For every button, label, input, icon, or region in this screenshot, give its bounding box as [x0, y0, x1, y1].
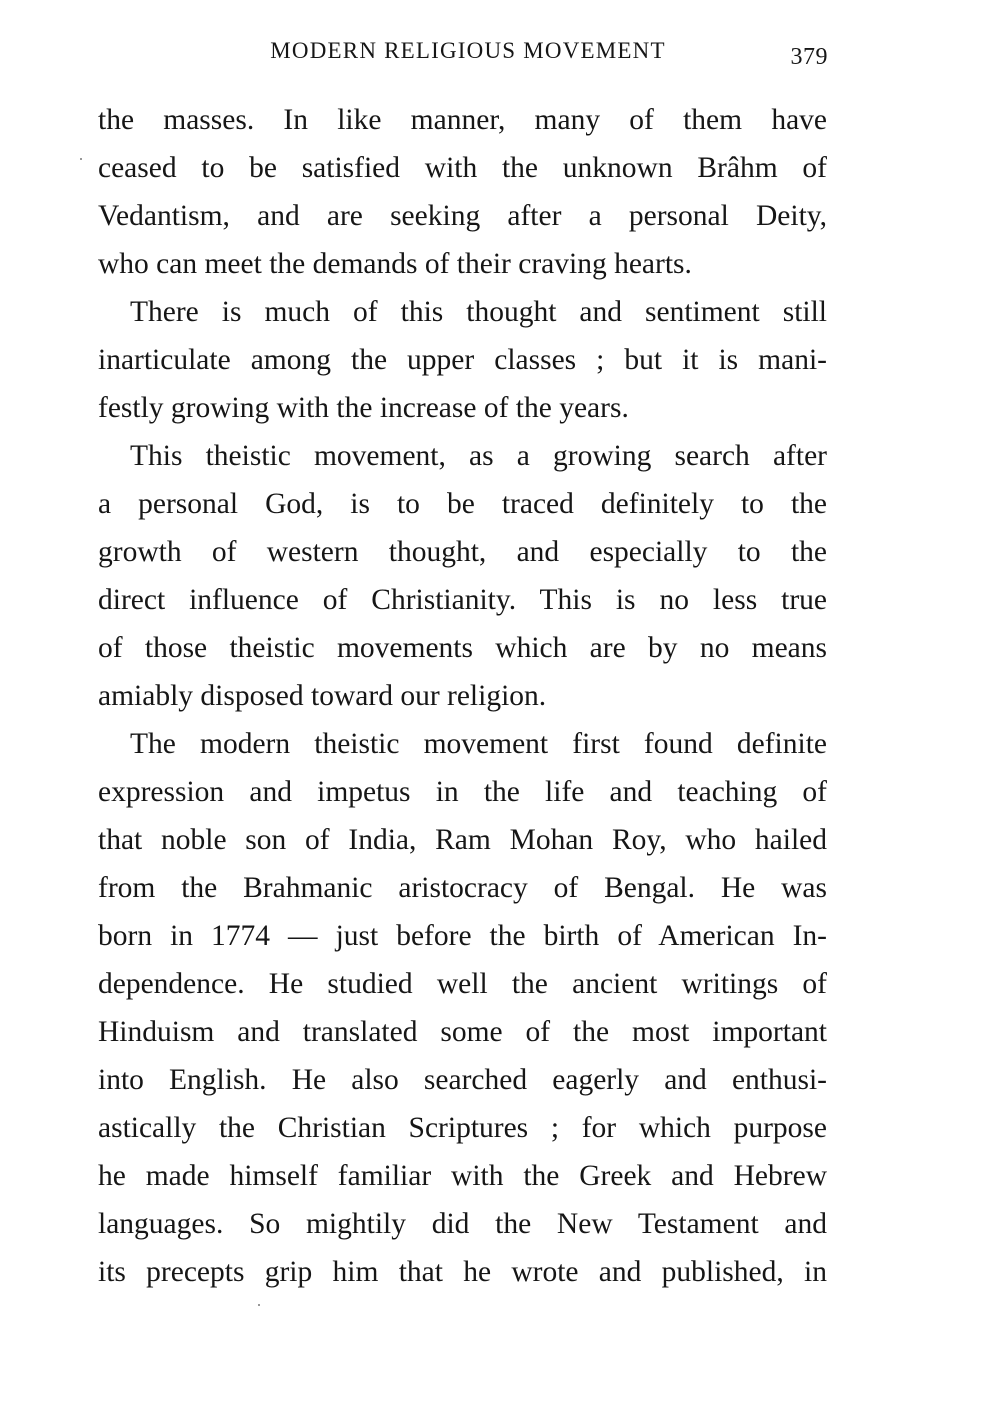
text-line: Vedantism, and are seeking after a personal Deity, — [98, 200, 827, 232]
text-line: direct influence of Christianity. This is no less true — [98, 584, 827, 616]
text-line: who can meet the demands of their craving hearts. — [98, 248, 692, 280]
text-line: languages. So mightily did the New Testament and — [98, 1208, 827, 1240]
text-line: ceased to be satisfied with the unknown Brâhm of — [98, 152, 827, 184]
text-line: from the Brahmanic aristocracy of Bengal. He was — [98, 872, 827, 904]
text-line: born in 1774 — just before the birth of American In- — [98, 920, 827, 952]
text-line: There is much of this thought and sentiment still — [130, 296, 827, 328]
text-line: into English. He also searched eagerly and enthusi- — [98, 1064, 827, 1096]
text-line: that noble son of India, Ram Mohan Roy, who hailed — [98, 824, 827, 856]
text-line: dependence. He studied well the ancient writings of — [98, 968, 827, 1000]
text-line: of those theistic movements which are by no means — [98, 632, 827, 664]
text-line: festly growing with the increase of the years. — [98, 392, 629, 424]
text-line: its precepts grip him that he wrote and published, in — [98, 1256, 827, 1288]
text-line: This theistic movement, as a growing search after — [130, 440, 827, 472]
text-line: a personal God, is to be traced definitely to the — [98, 488, 827, 520]
scan-speck — [80, 158, 82, 160]
text-line: inarticulate among the upper classes ; but it is mani- — [98, 344, 827, 376]
text-line: the masses. In like manner, many of them have — [98, 104, 827, 136]
scan-speck — [258, 1304, 260, 1306]
text-line: The modern theistic movement first found definite — [130, 728, 827, 760]
text-line: expression and impetus in the life and teaching of — [98, 776, 827, 808]
text-line: Hinduism and translated some of the most important — [98, 1016, 827, 1048]
text-line: he made himself familiar with the Greek and Hebrew — [98, 1160, 827, 1192]
text-line: astically the Christian Scriptures ; for which purpose — [98, 1112, 827, 1144]
page-number: 379 — [790, 44, 828, 70]
text-line: amiably disposed toward our religion. — [98, 680, 547, 712]
running-head — [98, 38, 828, 72]
text-line: growth of western thought, and especially to the — [98, 536, 827, 568]
running-title: MODERN RELIGIOUS MOVEMENT — [270, 38, 666, 63]
